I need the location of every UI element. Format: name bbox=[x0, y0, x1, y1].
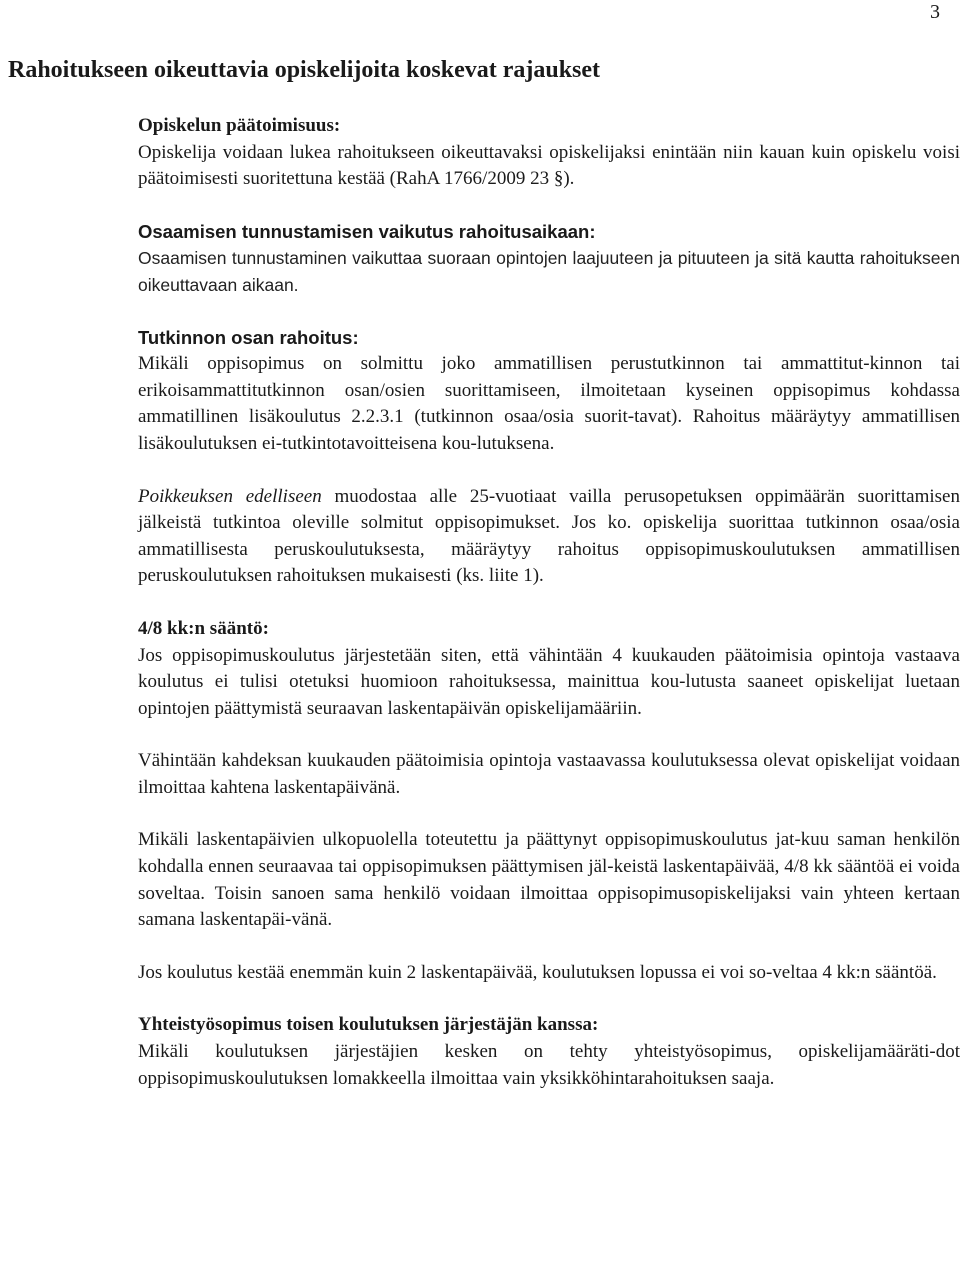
section-heading: Yhteistyösopimus toisen koulutuksen järjestäjän kanssa: bbox=[138, 1014, 599, 1036]
section-study-fulltime bbox=[138, 113, 960, 193]
section-text: Vähintään kahdeksan kuukauden päätoimisia opintoja vastaavassa koulutuksessa olevat opiskelijat voidaan ilmoittaa kahtena laskentapäivänä. bbox=[138, 750, 960, 798]
section-cooperation bbox=[138, 1012, 960, 1092]
section-text: Jos oppisopimuskoulutus järjestetään siten, että vähintään 4 kuukauden päätoimisia opintoja vastaava koulutus ei tulisi otetuksi huomioon rahoituksessa, mainittua kou-lutusta saaneet opiskelijat luetaan opintojen päättymistä seuraavan laskentapäivän opiskelijamääriin. bbox=[138, 644, 960, 719]
section-exception bbox=[138, 484, 960, 590]
section-text: Mikäli laskentapäivien ulkopuolella toteutettu ja päättynyt oppisopimuskoulutus jat-kuu saman henkilön kohdalla ennen seuraavaa tai oppisopimuksen päättymisen jäl-keistä laskentapäivää, 4/8 kk sääntöä ei voida soveltaa. Toisin sanoen sama henkilö voidaan ilmoittaa oppisopimusopiskelijaksi vain yhteen kertaan samana laskentapäi-vänä. bbox=[138, 829, 960, 931]
section-text: Mikäli koulutuksen järjestäjien kesken on tehty yhteistyösopimus, opiskelijamääräti-dot oppisopimuskoulutuksen lomakkeella ilmoittaa vain yksikköhintarahoituksen saaja. bbox=[138, 1041, 960, 1089]
section-text: Osaamisen tunnustaminen vaikuttaa suoraan opintojen laajuuteen ja pituuteen ja sitä kautta rahoitukseen oikeuttavaan aikaan. bbox=[138, 248, 960, 295]
page-number: 3 bbox=[930, 1, 940, 23]
section-heading: 4/8 kk:n sääntö: bbox=[138, 617, 269, 639]
section-text: Jos koulutus kestää enemmän kuin 2 laskentapäivää, koulutuksen lopussa ei voi so-veltaa 4 kk:n sääntöä. bbox=[138, 961, 937, 983]
section-4-8-rule bbox=[138, 616, 960, 722]
section-text: Mikäli oppisopimus on solmittu joko ammatillisen perustutkinnon tai ammattitut-kinnon tai erikoisammattitutkinnon osan/osien suorittamiseen, ilmoitetaan kyseinen oppisopimus kohdassa ammatillinen lisäkoulutus 2.2.3.1 (tutkinnon osaa/osia suorit-tavat). Rahoitus määräytyy ammatillisen lisäkoulutuksen ei-tutkintotavoitteisena kou-lutuksena. bbox=[138, 353, 960, 454]
paragraph-continuation bbox=[138, 827, 960, 933]
exception-emphasis: Poikkeuksen edelliseen bbox=[138, 485, 322, 507]
document-body bbox=[138, 113, 960, 1092]
page-title: Rahoitukseen oikeuttavia opiskelijoita koskevat rajaukset bbox=[8, 57, 601, 83]
exception-text: muodostaa alle 25-vuotiaat vailla perusopetuksen oppimäärän suorittamisen jälkeistä tutkintoa oleville solmitut oppisopimukset. Jos ko. opiskelija suorittaa tutkinnon osaa/osia ammatillisesta peruskoulutuksesta, määräytyy rahoitus oppisopimuskoulutuksen ammatillisen peruskoulutuksen rahoituksen mukaisesti (ks. liite 1). bbox=[138, 485, 960, 587]
section-heading: Osaamisen tunnustamisen vaikutus rahoitusaikaan: bbox=[138, 220, 596, 242]
section-heading: Opiskelun päätoimisuus: bbox=[138, 115, 341, 136]
section-text bbox=[138, 484, 960, 590]
section-degree-part-funding bbox=[138, 325, 960, 458]
section-text: Opiskelija voidaan lukea rahoitukseen oikeuttavaksi opiskelijaksi enintään niin kauan kuin opiskelu voisi päätoimisesti suoritettuna kestää (RahA 1766/2009 23 §). bbox=[138, 141, 960, 190]
paragraph-duration bbox=[138, 960, 960, 987]
section-heading: Tutkinnon osan rahoitus: bbox=[138, 326, 359, 348]
section-recognition bbox=[138, 219, 960, 299]
paragraph-eight-months bbox=[138, 748, 960, 801]
